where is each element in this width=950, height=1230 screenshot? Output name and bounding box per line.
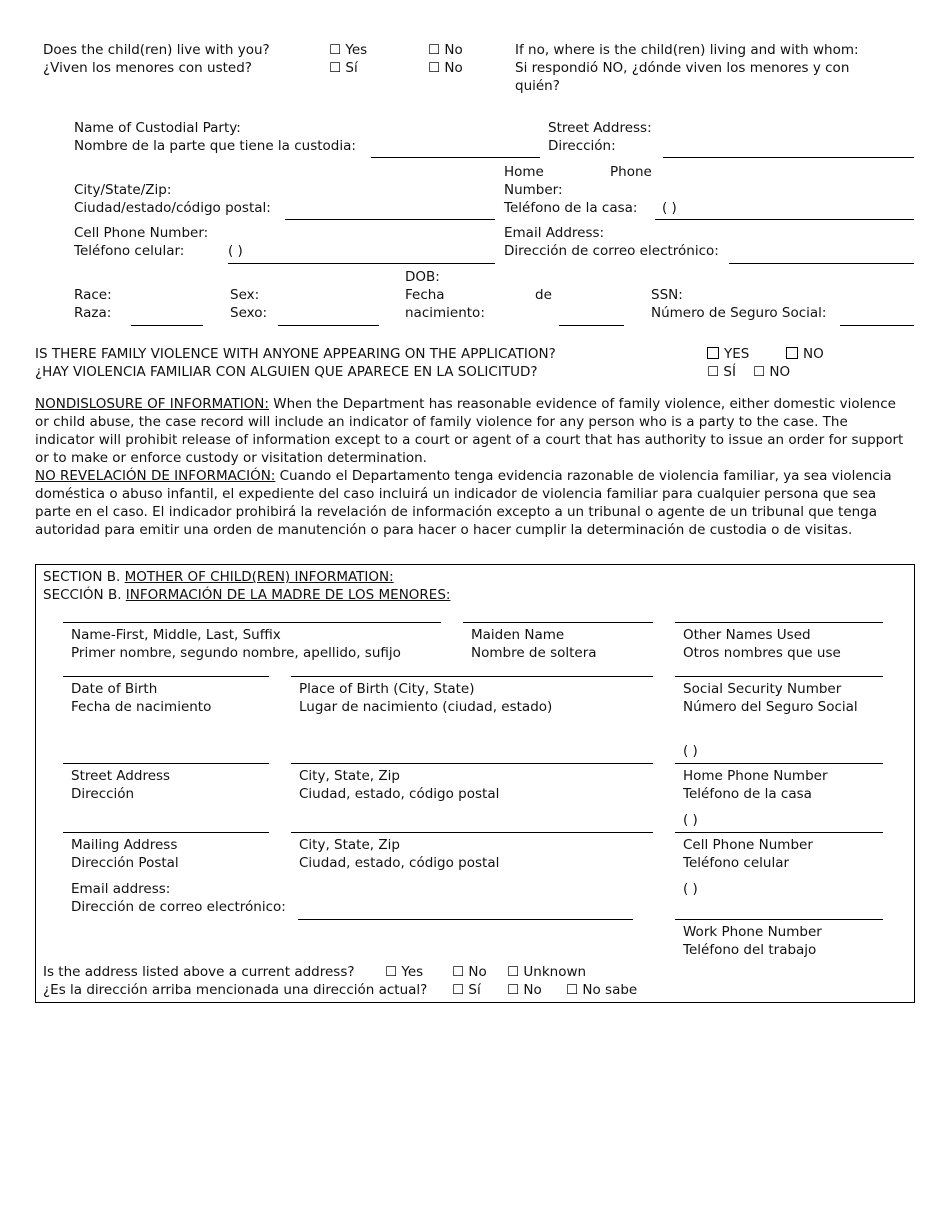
- live-with-you-question-es: ¿Viven los menores con usted?: [43, 60, 252, 76]
- live-no-checkbox[interactable]: ☐ No: [428, 42, 463, 58]
- mother-ssn-label: Social Security Number: [683, 681, 842, 697]
- mother-home-phone-label: Home Phone Number: [683, 768, 828, 784]
- race-label: Race:: [74, 287, 112, 303]
- if-no-question: If no, where is the child(ren) living and with whom:: [515, 42, 859, 58]
- nondisclosure-body-es: Cuando el Departamento tenga evidencia razonable de violencia familiar, ya sea violencia doméstica o abuso infantil, el expediente del caso incluirá un indicador de violencia familiar para cualquier persona que sea parte en el caso. El indicador prohibirá la revelación de información excepto a un tribunal o agente de un tribunal que tenga autoridad para emitir una orden de manutención o para hacer o hacer cumplir la determinación de custodia o de visitas.: [35, 468, 892, 538]
- maiden-name-label-es: Nombre de soltera: [471, 645, 597, 661]
- mother-name-field[interactable]: [63, 622, 441, 623]
- place-of-birth-label-es: Lugar de nacimiento (ciudad, estado): [299, 699, 553, 715]
- mother-name-label: Name-First, Middle, Last, Suffix: [71, 627, 281, 643]
- street-address-label: Street Address:: [548, 120, 652, 136]
- current-unknown-checkbox[interactable]: ☐ Unknown: [507, 964, 587, 980]
- mother-dob-field[interactable]: [63, 676, 269, 677]
- live-no-checkbox-es[interactable]: ☐ No: [428, 60, 463, 76]
- checkbox-icon: [707, 347, 719, 359]
- section-b-label: SECTION B.: [43, 569, 125, 585]
- work-phone-label-es: Teléfono del trabajo: [683, 942, 817, 958]
- mother-email-field[interactable]: [298, 919, 633, 920]
- dob-field[interactable]: [559, 325, 624, 326]
- section-b-heading-es: [43, 586, 450, 604]
- mother-cell-phone-paren: ( ): [683, 881, 698, 897]
- current-nosabe-checkbox[interactable]: ☐ No sabe: [566, 982, 638, 998]
- checkbox-icon: [786, 347, 798, 359]
- mother-email-label-es: Dirección de correo electrónico:: [71, 899, 286, 915]
- mother-street-label: Street Address: [71, 768, 171, 784]
- current-no-checkbox-es[interactable]: ☐ No: [507, 982, 542, 998]
- violence-yes-label: YES: [724, 346, 750, 362]
- mother-ssn-top-line: [675, 676, 883, 677]
- current-address-question: Is the address listed above a current address?: [43, 964, 355, 980]
- ssn-label-es: Número de Seguro Social:: [651, 305, 827, 321]
- home-phone-label-2: Phone: [610, 164, 652, 180]
- mother-street-field[interactable]: [63, 763, 269, 764]
- home-phone-label-es: Teléfono de la casa:: [504, 200, 638, 216]
- mother-cell-phone-field[interactable]: [675, 919, 883, 920]
- violence-no-label: NO: [803, 346, 824, 362]
- current-yes-checkbox[interactable]: ☐ Yes: [385, 964, 424, 980]
- ssn-field[interactable]: [840, 325, 914, 326]
- home-phone-label-3: Number:: [504, 182, 563, 198]
- custodial-name-label-es: Nombre de la parte que tiene la custodia:: [74, 138, 356, 154]
- mailing-city-label: City, State, Zip: [299, 837, 400, 853]
- mother-dob-label-es: Fecha de nacimiento: [71, 699, 212, 715]
- home-phone-area-code: ( ): [662, 200, 677, 216]
- race-label-es: Raza:: [74, 305, 112, 321]
- email-field[interactable]: [729, 263, 914, 264]
- current-address-question-es: ¿Es la dirección arriba mencionada una dirección actual?: [43, 982, 428, 998]
- cell-phone-area-code: ( ): [228, 243, 243, 259]
- place-of-birth-label: Place of Birth (City, State): [299, 681, 475, 697]
- live-with-you-question: Does the child(ren) live with you?: [43, 42, 270, 58]
- live-si-checkbox[interactable]: ☐ Sí: [329, 60, 358, 76]
- place-of-birth-field[interactable]: [291, 676, 653, 677]
- section-b-title: MOTHER OF CHILD(REN) INFORMATION:: [124, 569, 394, 585]
- mother-dob-label: Date of Birth: [71, 681, 158, 697]
- mother-cell-phone-label-es: Teléfono celular: [683, 855, 790, 871]
- city-state-zip-field[interactable]: [285, 219, 495, 220]
- if-no-question-es-1: Si respondió NO, ¿dónde viven los menores y con: [515, 60, 850, 76]
- home-phone-field[interactable]: [655, 219, 914, 220]
- email-label: Email Address:: [504, 225, 605, 241]
- mother-ssn-paren: ( ): [683, 743, 698, 759]
- maiden-name-field[interactable]: [463, 622, 653, 623]
- race-field[interactable]: [131, 325, 203, 326]
- other-names-field[interactable]: [675, 622, 883, 623]
- mother-city-label: City, State, Zip: [299, 768, 400, 784]
- family-violence-question: IS THERE FAMILY VIOLENCE WITH ANYONE APPEARING ON THE APPLICATION?: [35, 346, 556, 362]
- city-state-zip-label: City/State/Zip:: [74, 182, 172, 198]
- mother-street-label-es: Dirección: [71, 786, 135, 802]
- mother-email-label: Email address:: [71, 881, 171, 897]
- violence-si-checkbox[interactable]: ☐ SÍ: [707, 364, 736, 380]
- mailing-city-label-es: Ciudad, estado, código postal: [299, 855, 500, 871]
- section-b-heading: [43, 568, 394, 586]
- dob-label-es-1: Fecha: [405, 287, 445, 303]
- street-address-field[interactable]: [663, 157, 914, 158]
- dob-label-es-3: nacimiento:: [405, 305, 485, 321]
- mother-home-phone-paren: ( ): [683, 812, 698, 828]
- email-label-es: Dirección de correo electrónico:: [504, 243, 719, 259]
- cell-phone-label: Cell Phone Number:: [74, 225, 209, 241]
- custodial-name-label: Name of Custodial Party:: [74, 120, 241, 136]
- mailing-address-label: Mailing Address: [71, 837, 178, 853]
- mother-city-field[interactable]: [291, 763, 653, 764]
- if-no-question-es-2: quién?: [515, 78, 560, 94]
- current-no-checkbox[interactable]: ☐ No: [452, 964, 487, 980]
- dob-label-es-2: de: [535, 287, 552, 303]
- cell-phone-label-es: Teléfono celular:: [74, 243, 185, 259]
- dob-label: DOB:: [405, 269, 440, 285]
- current-si-checkbox[interactable]: ☐ Sí: [452, 982, 481, 998]
- sex-label: Sex:: [230, 287, 260, 303]
- maiden-name-label: Maiden Name: [471, 627, 565, 643]
- other-names-label-es: Otros nombres que use: [683, 645, 841, 661]
- sex-field[interactable]: [278, 325, 379, 326]
- nondisclosure-title-es: NO REVELACIÓN DE INFORMACIÓN:: [35, 468, 276, 484]
- work-phone-label: Work Phone Number: [683, 924, 822, 940]
- home-phone-label-1: Home: [504, 164, 544, 180]
- mother-city-label-es: Ciudad, estado, código postal: [299, 786, 500, 802]
- mother-ssn-field[interactable]: [675, 763, 883, 764]
- family-violence-question-es: ¿HAY VIOLENCIA FAMILIAR CON ALGUIEN QUE APARECE EN LA SOLICITUD?: [35, 364, 538, 380]
- mother-name-label-es: Primer nombre, segundo nombre, apellido, sufijo: [71, 645, 401, 661]
- mailing-address-label-es: Dirección Postal: [71, 855, 179, 871]
- mother-ssn-label-es: Número del Seguro Social: [683, 699, 858, 715]
- other-names-label: Other Names Used: [683, 627, 811, 643]
- street-address-label-es: Dirección:: [548, 138, 616, 154]
- mother-street-field-2[interactable]: [63, 832, 269, 833]
- mother-city-field-2[interactable]: [291, 832, 653, 833]
- nondisclosure-paragraph-en: [35, 395, 910, 467]
- city-state-zip-label-es: Ciudad/estado/código postal:: [74, 200, 271, 216]
- custodial-name-field[interactable]: [371, 157, 540, 158]
- mother-cell-phone-label: Cell Phone Number: [683, 837, 813, 853]
- violence-yes-checkbox[interactable]: [707, 345, 749, 363]
- sex-label-es: Sexo:: [230, 305, 268, 321]
- section-b-label-es: SECCIÓN B.: [43, 587, 126, 603]
- violence-no-checkbox[interactable]: [786, 345, 824, 363]
- nondisclosure-title: NONDISLOSURE OF INFORMATION:: [35, 396, 269, 412]
- ssn-label: SSN:: [651, 287, 683, 303]
- nondisclosure-body: When the Department has reasonable evidence of family violence, either domestic violence or child abuse, the case record will include an indicator of family violence for any person who is a party to the case. The indicator will prohibit release of information except to a court or agent of a court that has authority to issue an order for support or to make or enforce custody or visitation determination.: [35, 396, 904, 466]
- mother-home-phone-field[interactable]: [675, 832, 883, 833]
- violence-no-checkbox-es[interactable]: ☐ NO: [753, 364, 791, 380]
- live-yes-checkbox[interactable]: ☐ Yes: [329, 42, 368, 58]
- nondisclosure-paragraph-es: [35, 467, 910, 539]
- cell-phone-field[interactable]: [228, 263, 495, 264]
- mother-home-phone-label-es: Teléfono de la casa: [683, 786, 812, 802]
- section-b-title-es: INFORMACIÓN DE LA MADRE DE LOS MENORES:: [125, 587, 451, 603]
